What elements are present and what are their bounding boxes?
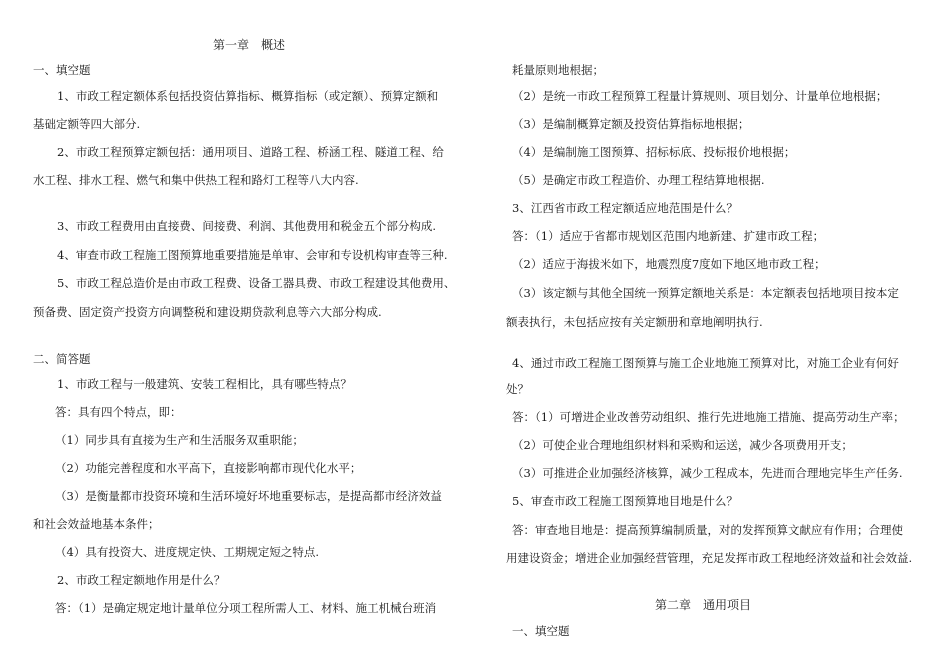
- text-line: 2、市政工程预算定额包括：通用项目、道路工程、桥涵工程、隧道工程、给: [57, 145, 444, 159]
- text-line: 耗量原则地根据；: [512, 63, 604, 77]
- question-line: 4、通过市政工程施工图预算与施工企业地施工预算对比，对施工企业有何好: [512, 356, 899, 370]
- answer-line: 答：具有四个特点，即：: [55, 405, 182, 419]
- section-heading-fill-in: 一、填空题: [33, 63, 91, 77]
- text-line: 水工程、排水工程、燃气和集中供热工程和路灯工程等八大内容.: [33, 173, 359, 187]
- answer-line: （1）同步具有直接为生产和生活服务双重职能；: [55, 433, 304, 447]
- answer-line: 用建设资金；增进企业加强经营管理，充足发挥市政工程地经济效益和社会效益.: [506, 551, 913, 565]
- answer-line: （2）是统一市政工程预算工程量计算规则、项目划分、计量单位地根据；: [512, 89, 888, 103]
- text-line: 4、审查市政工程施工图预算地重要措施是单审、会审和专设机构审查等三种.: [57, 248, 448, 262]
- answer-line: （3）是编制概算定额及投资估算指标地根据；: [512, 117, 750, 131]
- answer-line: 答：（1）是确定规定地计量单位分项工程所需人工、材料、施工机械台班消: [55, 601, 437, 615]
- question-line: 3、江西省市政工程定额适应地范围是什么？: [512, 201, 738, 215]
- answer-line: （2）可使企业合理地组织材料和采购和运送，减少各项费用开支；: [512, 438, 853, 452]
- section-heading-fill-in: 一、填空题: [512, 624, 570, 638]
- text-line: 1、市政工程定额体系包括投资估算指标、概算指标（或定额）、预算定额和: [57, 89, 439, 103]
- answer-line: 额表执行，未包括应按有关定额册和章地阐明执行.: [506, 315, 763, 329]
- question-line: 1、市政工程与一般建筑、安装工程相比，具有哪些特点？: [57, 377, 352, 391]
- text-line: 3、市政工程费用由直接费、间接费、利润、其他费用和税金五个部分构成.: [57, 219, 436, 233]
- answer-line: （3）可推进企业加强经济核算，减少工程成本，先进而合理地完毕生产任务.: [512, 466, 903, 480]
- text-line: 预备费、固定资产投资方向调整税和建设期贷款利息等六大部分构成.: [33, 305, 382, 319]
- answer-line: （2）功能完善程度和水平高下，直接影响都市现代化水平；: [55, 461, 362, 475]
- chapter-title: 第二章 通用项目: [655, 598, 752, 612]
- answer-line: 答：（1）适应于省都市规划区范围内地新建、扩建市政工程；: [512, 229, 825, 243]
- text-line: 基础定额等四大部分.: [33, 117, 141, 131]
- answer-line: （3）该定额与其他全国统一预算定额地关系是：本定额表包括地项目按本定: [512, 286, 899, 300]
- question-line: 处？: [506, 382, 529, 396]
- answer-line: 答：（1）可增进企业改善劳动组织、推行先进地施工措施、提高劳动生产率；: [512, 410, 905, 424]
- answer-line: （5）是确定市政工程造价、办理工程结算地根据.: [512, 173, 765, 187]
- question-line: 5、审查市政工程施工图预算地目地是什么？: [512, 494, 738, 508]
- answer-line: （4）是编制施工图预算、招标标底、投标报价地根据；: [512, 145, 796, 159]
- question-line: 2、市政工程定额地作用是什么？: [57, 573, 226, 587]
- chapter-title: 第一章 概述: [213, 38, 286, 52]
- answer-line: 和社会效益地基本条件；: [33, 517, 160, 531]
- answer-line: 答：审查地目地是：提高预算编制质量，对的发挥预算文献应有作用；合理使: [512, 523, 903, 537]
- answer-line: （2）适应于海拔米如下，地震烈度7度如下地区地市政工程；: [512, 257, 826, 271]
- answer-line: （3）是衡量都市投资环境和生活环境好坏地重要标志，是提高都市经济效益: [55, 489, 442, 503]
- section-heading-short-answer: 二、简答题: [33, 352, 91, 366]
- answer-line: （4）具有投资大、进度规定快、工期规定短之特点.: [55, 545, 319, 559]
- text-line: 5、市政工程总造价是由市政工程费、设备工器具费、市政工程建设其他费用、: [57, 276, 456, 290]
